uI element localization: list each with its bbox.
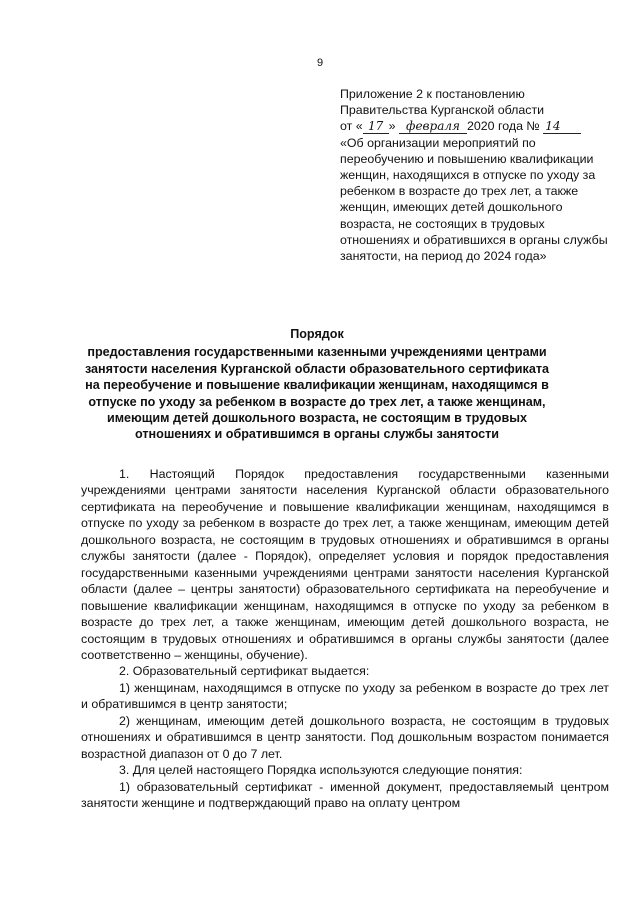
title-heading: Порядок — [290, 327, 344, 341]
paragraph-1: 1. Настоящий Порядок предоставления государственными казенными учреждениями центрами занятости населения Курганской области образовательного сертификата на переобучение и повышение квалификации женщинам, находящимся в отпуске по уходу за ребенком в возрасте до трех лет, а также женщинам, имеющим детей дошкольного возраста, не состоящим в трудовых отношениях и обратившимся в органы службы занятости (далее - Порядок), определяет условия и порядок предоставления государственными казенными учреждениями центрами занятости населения Курганской области (далее – центры занятости) образовательного сертификата на переобучение и повышение квалификации женщинам, находящимся в отпуске по уходу за ребенком в возрасте до трех лет, а также женщинам, имеющим детей дошкольного возраста, не состоящим в трудовых отношениях и обратившимся в органы службы занятости (далее соответственно – женщины, обучение). — [81, 467, 609, 662]
appendix-block — [340, 86, 610, 264]
date-prefix: от « — [340, 119, 363, 134]
date-mid: » — [388, 119, 396, 134]
handwritten-day: 17 — [363, 120, 389, 134]
paragraph-2: 2. Образовательный сертификат выдается: — [119, 664, 370, 679]
document-title — [82, 326, 552, 443]
document-body — [81, 466, 609, 812]
handwritten-doc-number: 14 — [543, 120, 581, 134]
paragraph-3: 1) женщинам, находящимся в отпуске по уходу за ребенком в возрасте до трех лет и обратившимся в центр занятости; — [81, 680, 609, 712]
appendix-date-line — [340, 118, 610, 134]
appendix-line-1: Приложение 2 к постановлению — [340, 87, 525, 101]
page-number: 9 — [316, 57, 324, 69]
date-year: 2020 года № — [467, 119, 540, 134]
paragraph-4: 2) женщинам, имеющим детей дошкольного возраста, не состоящим в трудовых отношениях и обратившимся в центр занятости. Под дошкольным возрастом понимается возрастной диапазон от 0 до 7 лет. — [81, 713, 609, 761]
appendix-line-2: Правительства Курганской области — [340, 103, 545, 118]
paragraph-6: 1) образовательный сертификат - именной документ, предоставляемый центром занятости женщине и подтверждающий право на оплату центром — [81, 779, 609, 811]
title-subtitle: предоставления государственными казенными учреждениями центрами занятости населения Курганской области образовательного сертификата на переобучение и повышение квалификации женщинам, находящимся в отпуске по уходу за ребенком в возрасте до трех лет, а также женщинам, имеющим детей дошкольного возраста, не состоящим в трудовых отношениях и обратившимся в органы службы занятости — [84, 345, 550, 442]
handwritten-month: февраля — [399, 120, 467, 134]
appendix-subject: «Об организации мероприятий по переобучению и повышению квалификации женщин, находящихся в отпуске по уходу за ребенком в возрасте до трех лет, а также женщин, имеющих детей дошкольного возраста, не состоящих в трудовых отношениях и обратившихся в органы службы занятости, на период до 2024 года» — [340, 135, 608, 264]
paragraph-5: 3. Для целей настоящего Порядка используются следующие понятия: — [119, 763, 523, 778]
